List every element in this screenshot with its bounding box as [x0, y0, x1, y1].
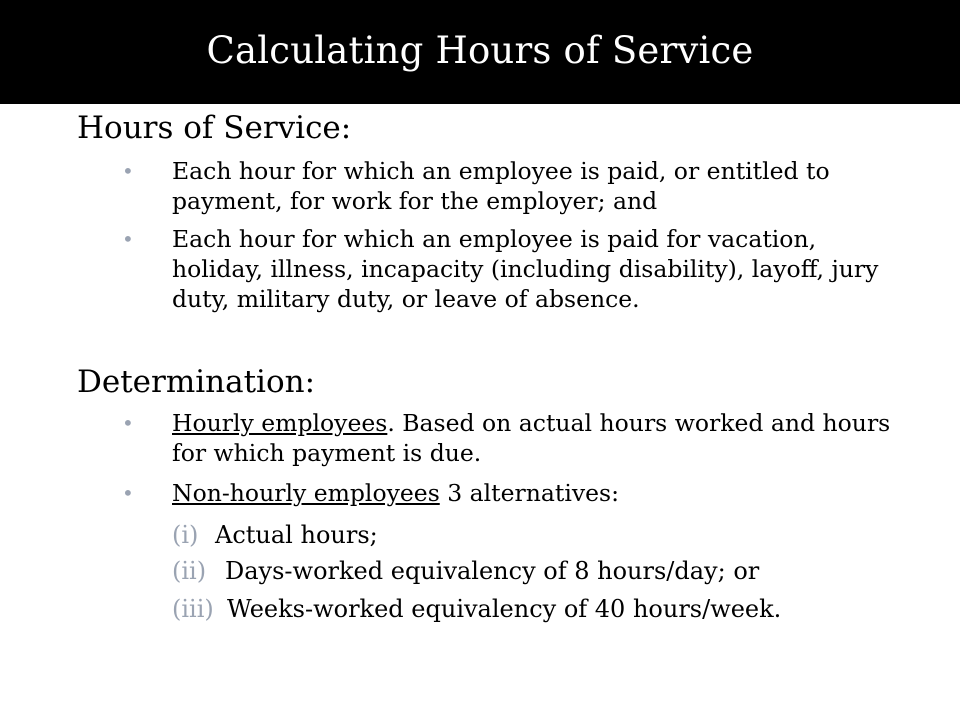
bullet-dot-icon: •	[122, 159, 134, 183]
hourly-employees-text: . Based on actual hours worked and hours for which payment is due.	[172, 409, 891, 467]
bullet-text: Each hour for which an employee is paid, or entitled to payment, for work for the employer; and	[172, 157, 830, 215]
alternative-2	[172, 556, 759, 586]
alternative-numeral: (i)	[172, 521, 199, 549]
bullet-non-hourly-employees	[122, 478, 902, 508]
slide-title: Calculating Hours of Service	[206, 28, 754, 72]
bullet-dot-icon: •	[122, 481, 134, 505]
hourly-employees-label: Hourly employees	[172, 409, 388, 437]
bullet-paid-work	[122, 156, 902, 216]
bullet-dot-icon: •	[122, 411, 134, 435]
bullet-paid-leave	[122, 224, 902, 314]
slide-content	[0, 104, 960, 720]
heading-hours-of-service: Hours of Service:	[77, 110, 352, 146]
title-bar	[0, 0, 960, 104]
alternative-text: Actual hours;	[215, 521, 378, 549]
alternative-text: Days-worked equivalency of 8 hours/day; or	[225, 557, 760, 585]
bullet-hourly-employees	[122, 408, 902, 468]
non-hourly-employees-label: Non-hourly employees	[172, 479, 440, 507]
alternative-numeral: (iii)	[172, 595, 214, 623]
heading-determination: Determination:	[77, 364, 316, 400]
bullet-text: Each hour for which an employee is paid for vacation, holiday, illness, incapacity (including disability), layoff, jury duty, military duty, or leave of absence.	[172, 225, 879, 313]
non-hourly-employees-text: 3 alternatives:	[439, 479, 620, 507]
alternative-1	[172, 520, 378, 550]
alternative-numeral: (ii)	[172, 557, 207, 585]
bullet-dot-icon: •	[122, 227, 134, 251]
alternative-text: Weeks-worked equivalency of 40 hours/week.	[227, 595, 782, 623]
alternative-3	[172, 594, 781, 624]
